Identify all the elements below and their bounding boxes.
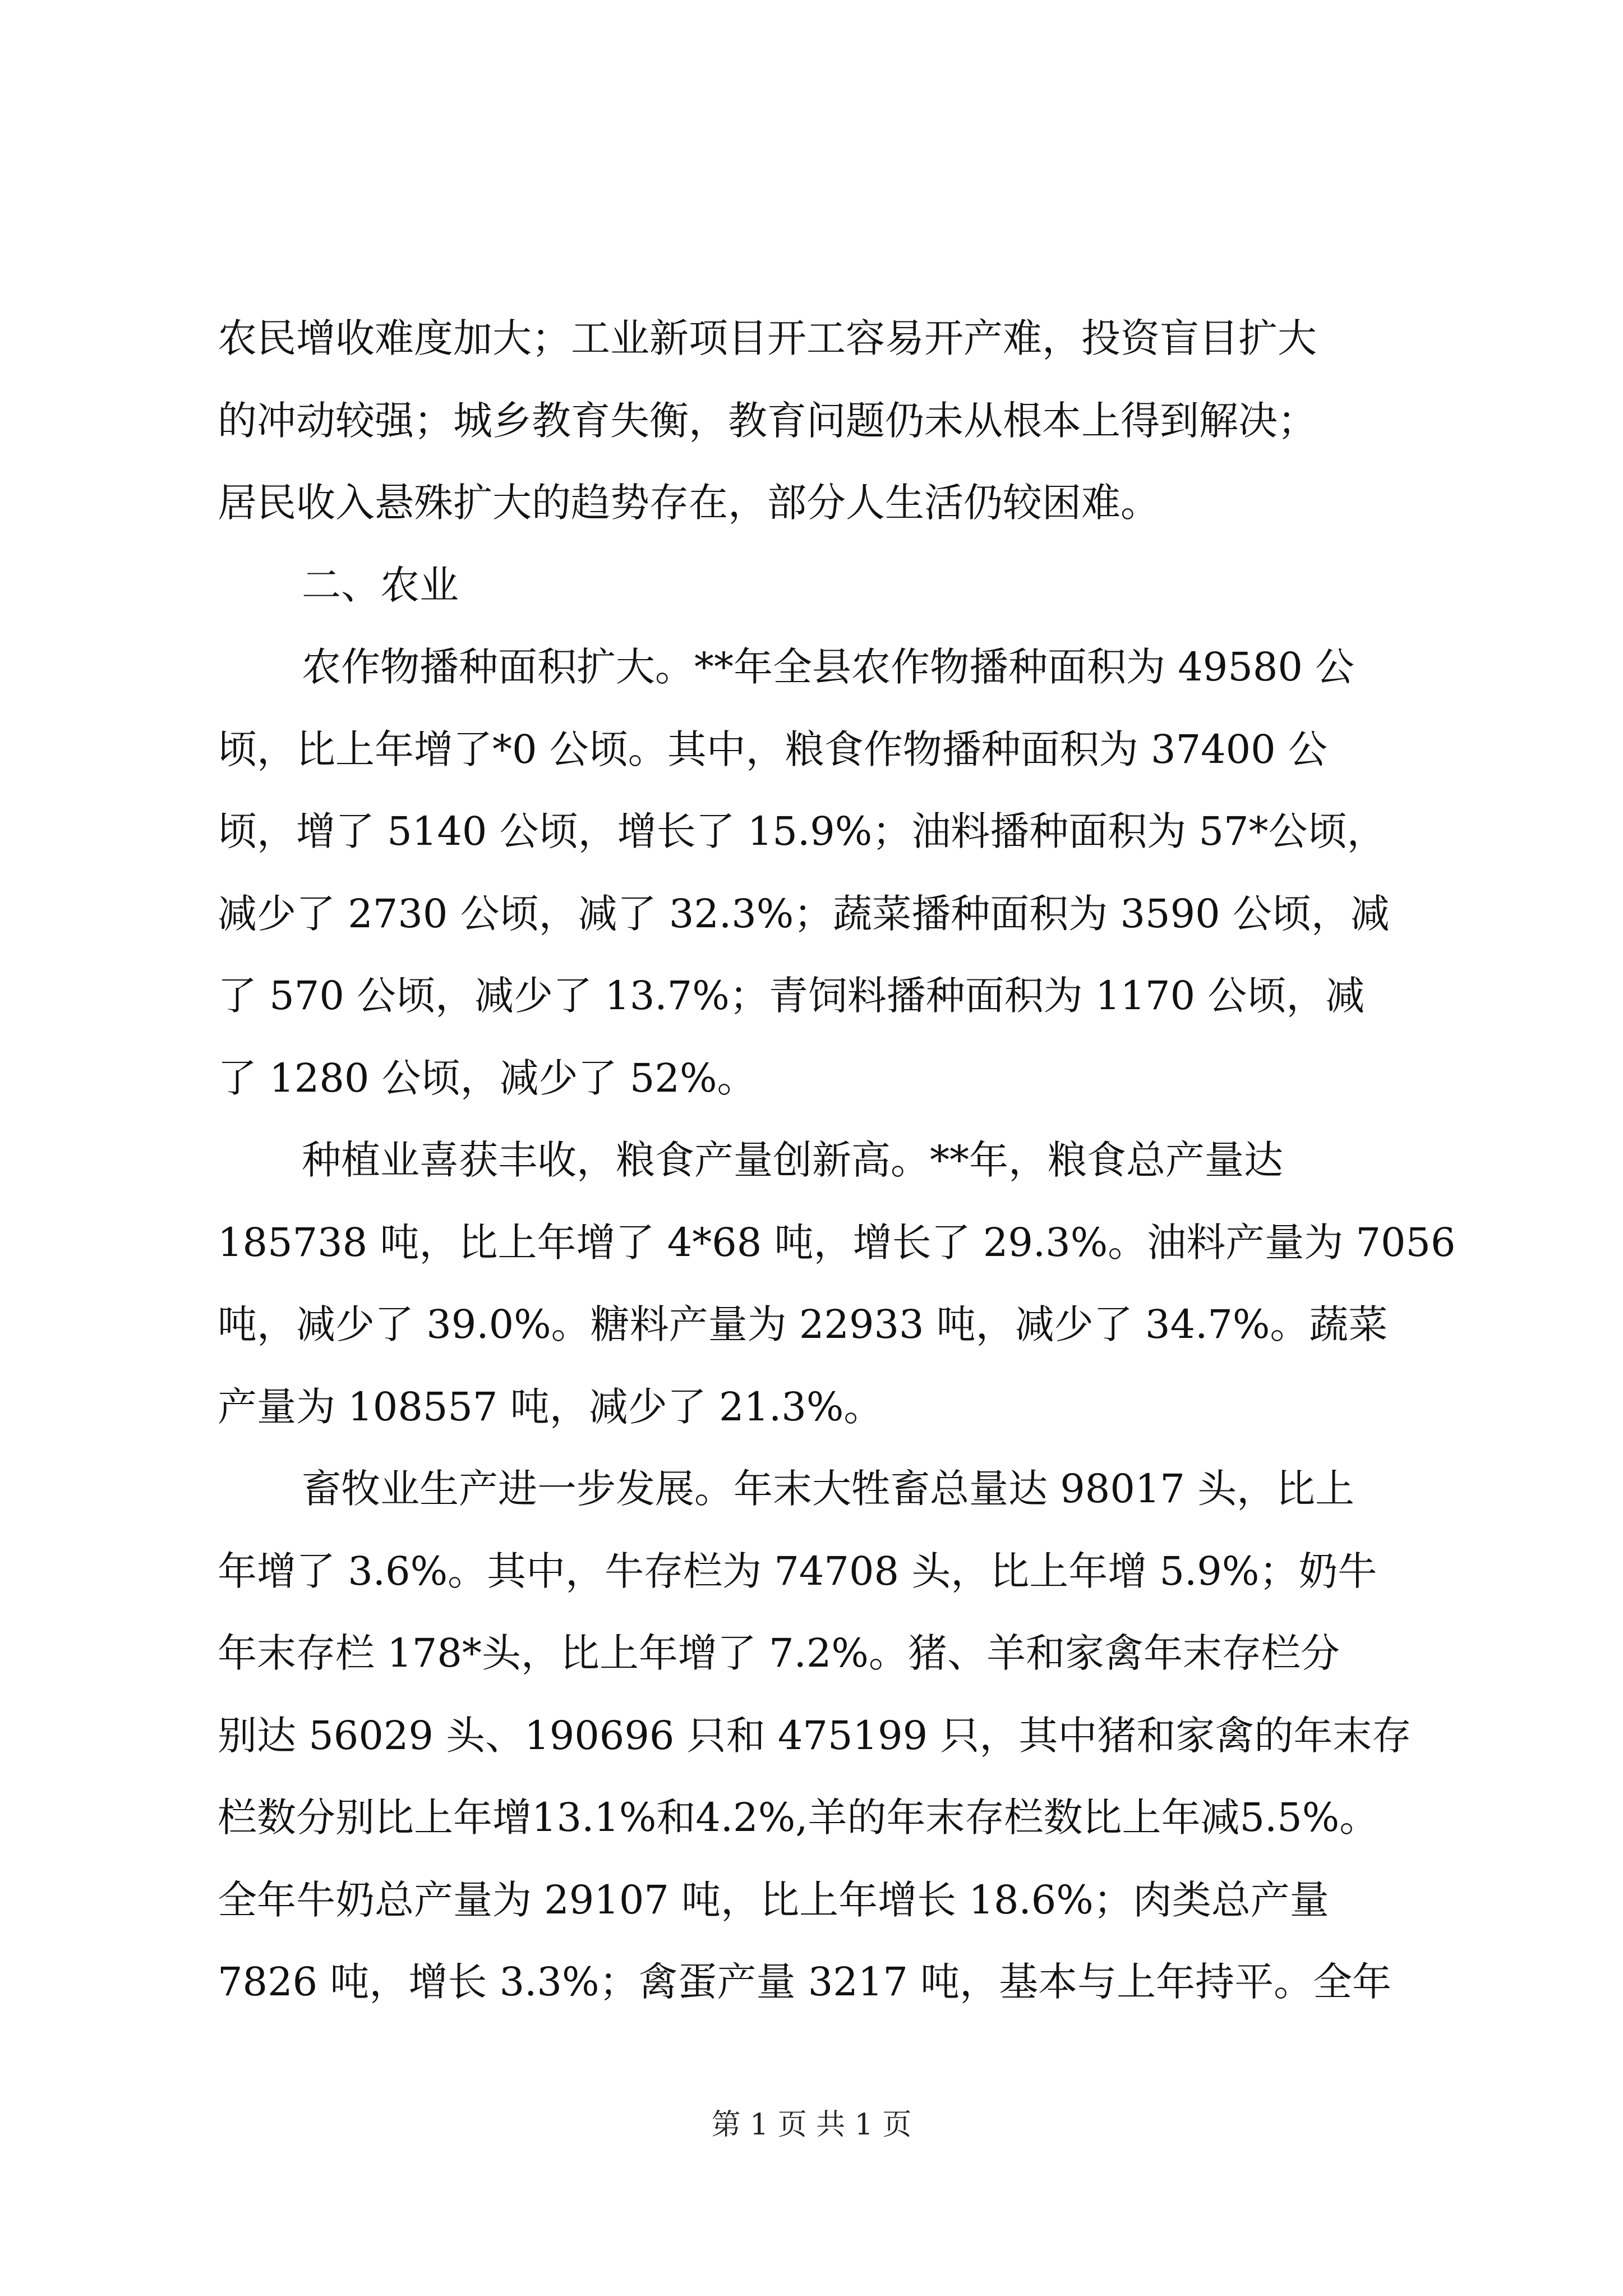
text-line: 产量为 108557 吨，减少了 21.3%。 xyxy=(218,1383,883,1430)
text-line: 吨，减少了 39.0%。糖料产量为 22933 吨，减少了 34.7%。蔬菜 xyxy=(218,1301,1388,1347)
text-line: 栏数分别比上年增13.1%和4.2%,羊的年末存栏数比上年减5.5%。 xyxy=(218,1795,1379,1841)
text-line: 畜牧业生产进一步发展。年末大牲畜总量达 98017 头，比上 xyxy=(302,1466,1355,1512)
text-line: 减少了 2730 公顷，减了 32.3%；蔬菜播种面积为 3590 公顷，减 xyxy=(218,890,1390,937)
text-line: 顷，增了 5140 公顷，增长了 15.9%；油料播种面积为 57*公顷， xyxy=(218,808,1386,854)
text-line: 全年牛奶总产量为 29107 吨，比上年增长 18.6%；肉类总产量 xyxy=(218,1876,1329,1923)
text-line: 顷，比上年增了*0 公顷。其中，粮食作物播种面积为 37400 公 xyxy=(218,726,1327,772)
text-line: 7826 吨，增长 3.3%；禽蛋产量 3217 吨，基本与上年持平。全年 xyxy=(218,1959,1392,2005)
document-body xyxy=(218,297,1474,2023)
text-line: 别达 56029 头、190696 只和 475199 只，其中猪和家禽的年末存 xyxy=(218,1712,1412,1759)
text-line: 185738 吨，比上年增了 4*68 吨，增长了 29.3%。油料产量为 7056 xyxy=(218,1219,1456,1266)
text-line: 的冲动较强；城乡教育失衡，教育问题仍未从根本上得到解决； xyxy=(218,397,1317,444)
text-line: 了 1280 公顷，减少了 52%。 xyxy=(218,1055,757,1101)
page-footer: 第 1 页 共 1 页 xyxy=(711,2108,912,2142)
text-line: 年增了 3.6%。其中，牛存栏为 74708 头，比上年增 5.9%；奶牛 xyxy=(218,1548,1377,1594)
text-line: 年末存栏 178*头，比上年增了 7.2%。猪、羊和家禽年末存栏分 xyxy=(218,1630,1340,1676)
text-line: 居民收入悬殊扩大的趋势存在，部分人生活仍较困难。 xyxy=(218,480,1160,526)
text-line: 种植业喜获丰收，粮食产量创新高。**年，粮食总产量达 xyxy=(302,1137,1283,1183)
text-line: 农民增收难度加大；工业新项目开工容易开产难，投资盲目扩大 xyxy=(218,315,1317,361)
text-line: 了 570 公顷，减少了 13.7%；青饲料播种面积为 1170 公顷，减 xyxy=(218,973,1365,1019)
section-heading: 二、农业 xyxy=(302,562,459,608)
text-line: 农作物播种面积扩大。**年全县农作物播种面积为 49580 公 xyxy=(302,644,1355,690)
